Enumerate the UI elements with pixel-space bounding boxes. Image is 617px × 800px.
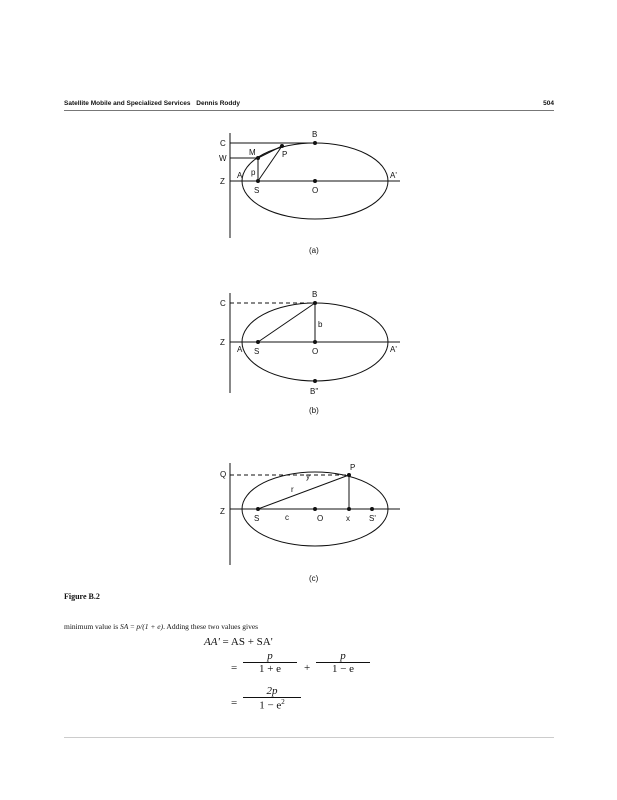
numerator: p: [267, 650, 273, 662]
label-x: x: [346, 514, 350, 523]
equals-sign: =: [231, 697, 238, 709]
caption-c: (c): [309, 574, 319, 583]
inline-formula: p/(1 + e): [136, 622, 164, 631]
label-p: P: [282, 150, 288, 159]
inline-formula: SA: [120, 622, 129, 631]
text-fragment: =: [128, 622, 137, 631]
denominator: 1 + e: [243, 662, 297, 675]
fraction-3: [243, 685, 301, 712]
label-b: B: [312, 130, 318, 139]
label-p: P: [350, 463, 356, 472]
numerator: p: [340, 650, 346, 662]
label-y: y: [306, 472, 310, 481]
fraction-2: [316, 650, 370, 675]
label-s: S: [254, 186, 260, 195]
denominator-text: 1 − e: [259, 699, 282, 712]
point-p: [347, 473, 351, 477]
label-a: A: [237, 345, 243, 354]
point-s: [256, 340, 260, 344]
equation-rhs: = AS + SA': [222, 636, 273, 648]
exponent: 2: [281, 698, 285, 706]
label-o: O: [312, 186, 319, 195]
label-o: O: [312, 347, 319, 356]
point-o: [313, 179, 317, 183]
point-o: [313, 340, 317, 344]
point-p: [280, 144, 284, 148]
label-w: W: [219, 154, 227, 163]
caption-b: (b): [309, 406, 319, 415]
point-s-prime: [370, 507, 374, 511]
label-a-prime: A': [390, 345, 397, 354]
label-b-lower: b: [318, 320, 323, 329]
running-title: Satellite Mobile and Specialized Services: [64, 100, 191, 107]
point-o: [313, 507, 317, 511]
label-z: Z: [220, 507, 225, 516]
figure-caption: Figure B.2: [64, 592, 100, 601]
label-b: B: [312, 290, 318, 299]
label-a-prime: A': [390, 171, 397, 180]
page-number: 504: [543, 100, 554, 107]
text-fragment: . Adding these two values gives: [163, 622, 259, 631]
point-x: [347, 507, 351, 511]
label-s-prime: S': [369, 514, 376, 523]
denominator: [243, 697, 301, 712]
label-a: A: [237, 171, 243, 180]
label-c: C: [220, 139, 226, 148]
footer-rule: [64, 737, 554, 738]
label-c: C: [220, 299, 226, 308]
text-fragment: minimum value is: [64, 622, 121, 631]
caption-a: (a): [309, 246, 319, 255]
label-q: Q: [220, 470, 227, 479]
point-m: [256, 156, 260, 160]
label-r: r: [291, 485, 294, 494]
label-m: M: [249, 148, 256, 157]
line-sp: [258, 475, 349, 509]
numerator: 2p: [266, 685, 278, 697]
plus-sign: +: [304, 662, 311, 674]
label-s: S: [254, 347, 260, 356]
fraction-1: [243, 650, 297, 675]
label-c-lower: c: [285, 513, 289, 522]
label-s: S: [254, 514, 260, 523]
point-b-dprime: [313, 379, 317, 383]
equals-sign: =: [231, 662, 238, 674]
line-sb: [258, 303, 315, 342]
label-b-dprime: B'': [310, 387, 319, 396]
body-paragraph: [64, 622, 554, 631]
label-o: O: [317, 514, 324, 523]
point-s: [256, 179, 260, 183]
point-b: [313, 141, 317, 145]
equation-lhs: AA': [204, 636, 220, 648]
equation-line-1: [204, 636, 273, 648]
denominator: 1 − e: [316, 662, 370, 675]
label-z: Z: [220, 177, 225, 186]
author-name: Dennis Roddy: [196, 100, 240, 107]
label-p-lower: p: [251, 168, 256, 177]
point-b: [313, 301, 317, 305]
point-s: [256, 507, 260, 511]
label-z: Z: [220, 338, 225, 347]
